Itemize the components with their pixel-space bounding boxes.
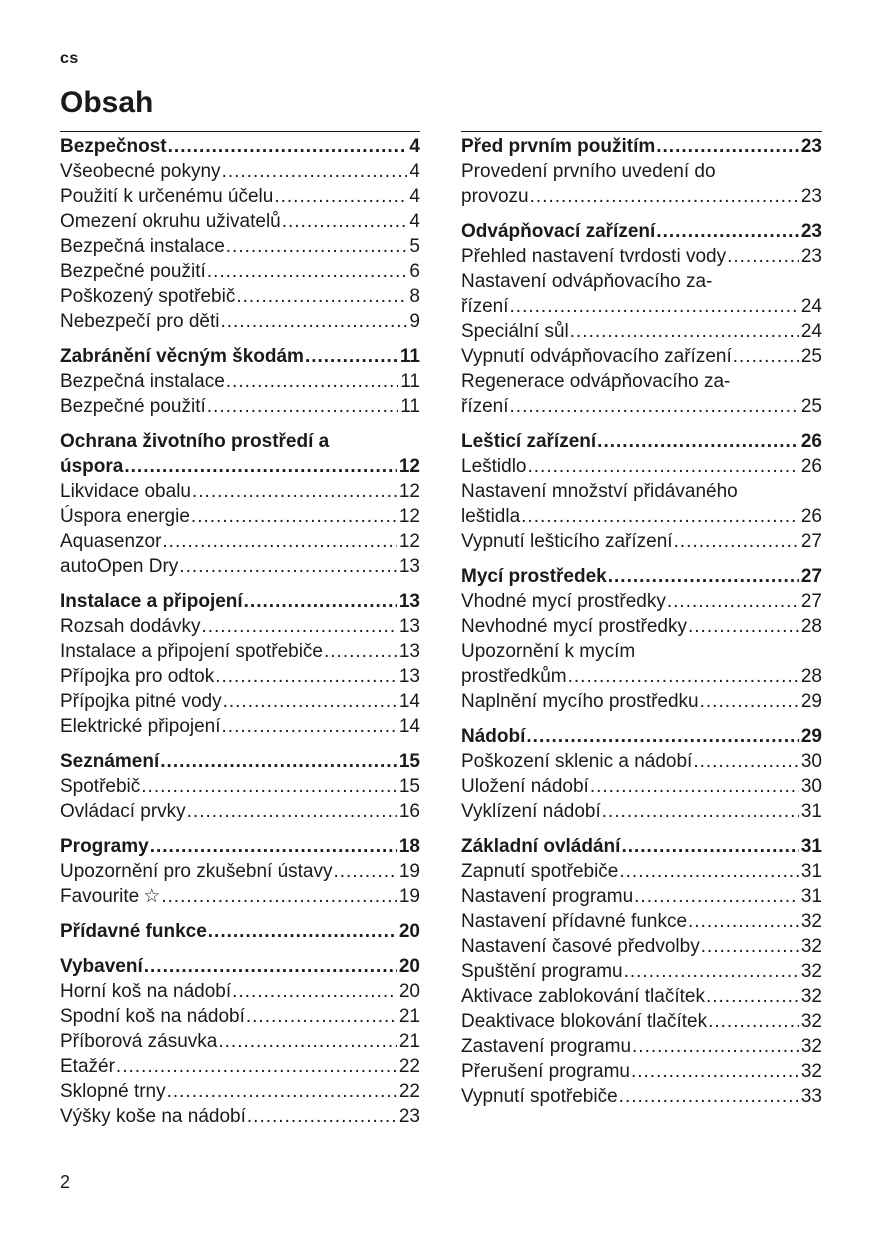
toc-section bbox=[60, 344, 420, 419]
toc-entry-label: Přípojka pitné vody bbox=[60, 691, 222, 712]
toc-page-number: 13 bbox=[398, 641, 420, 662]
toc-entry[interactable] bbox=[461, 934, 822, 959]
toc-entry-label: Příborová zásuvka bbox=[60, 1031, 218, 1052]
toc-section-heading[interactable] bbox=[60, 834, 420, 859]
toc-page-number: 21 bbox=[398, 1006, 420, 1027]
toc-entry-label: Ovládací prvky bbox=[60, 801, 186, 822]
toc-section-heading[interactable] bbox=[60, 749, 420, 774]
dot-leader bbox=[207, 259, 408, 284]
dot-leader bbox=[631, 1059, 799, 1084]
toc-entry[interactable] bbox=[60, 859, 420, 884]
dot-leader bbox=[568, 664, 799, 689]
dot-leader bbox=[215, 664, 397, 689]
dot-leader bbox=[236, 284, 407, 309]
dot-leader bbox=[222, 159, 408, 184]
toc-entry-label: Bezpečná instalace bbox=[60, 236, 225, 257]
toc-page-number: 27 bbox=[800, 566, 822, 587]
toc-page-number: 26 bbox=[800, 456, 822, 477]
toc-entry[interactable] bbox=[461, 369, 822, 419]
toc-page-number: 18 bbox=[398, 836, 420, 857]
dot-leader bbox=[597, 429, 799, 454]
toc-entry-label: Rozsah dodávky bbox=[60, 616, 201, 637]
toc-entry-label: Zastavení programu bbox=[461, 1036, 632, 1057]
toc-entry[interactable] bbox=[461, 589, 822, 614]
toc-entry[interactable] bbox=[461, 984, 822, 1009]
dot-leader bbox=[187, 799, 397, 824]
dot-leader bbox=[619, 859, 798, 884]
toc-entry-label: Uložení nádobí bbox=[461, 776, 589, 797]
toc-entry[interactable] bbox=[60, 184, 420, 209]
toc-page-number: 12 bbox=[398, 531, 420, 552]
toc-entry[interactable] bbox=[461, 1009, 822, 1034]
toc-entry[interactable] bbox=[461, 689, 822, 714]
toc-entry-label: Aktivace zablokování tlačítek bbox=[461, 986, 705, 1007]
toc-section-heading[interactable] bbox=[60, 589, 420, 614]
toc-entry-label: Vhodné mycí prostředky bbox=[461, 591, 666, 612]
toc-entry[interactable] bbox=[60, 504, 420, 529]
toc-page-number: 32 bbox=[800, 936, 822, 957]
toc-entry-label: Všeobecné pokyny bbox=[60, 161, 221, 182]
dot-leader bbox=[218, 1029, 397, 1054]
toc-section bbox=[60, 954, 420, 1129]
toc-entry[interactable] bbox=[60, 394, 420, 419]
toc-entry[interactable] bbox=[461, 909, 822, 934]
toc-entry-label: Přídavné funkce bbox=[60, 921, 207, 942]
dot-leader bbox=[621, 834, 798, 859]
toc-entry[interactable] bbox=[60, 309, 420, 334]
language-code: cs bbox=[60, 50, 79, 67]
toc-page-number: 16 bbox=[398, 801, 420, 822]
dot-leader bbox=[150, 834, 397, 859]
toc-page-number: 14 bbox=[398, 716, 420, 737]
toc-page-number: 31 bbox=[800, 801, 822, 822]
dot-leader bbox=[274, 184, 407, 209]
toc-entry-label: Elektrické připojení bbox=[60, 716, 221, 737]
toc-page-number: 23 bbox=[800, 186, 822, 207]
dot-leader bbox=[232, 979, 397, 1004]
toc-entry[interactable] bbox=[461, 269, 822, 319]
toc-entry-label-line: Ochrana životního prostředí a bbox=[60, 431, 330, 452]
toc-page-number: 20 bbox=[398, 921, 420, 942]
toc-entry[interactable] bbox=[461, 639, 822, 689]
toc-page-number: 23 bbox=[800, 246, 822, 267]
toc-page-number: 4 bbox=[409, 136, 420, 157]
toc-entry-label: úspora bbox=[60, 456, 124, 477]
dot-leader bbox=[590, 774, 799, 799]
toc-page-number: 26 bbox=[800, 431, 822, 452]
toc-entry[interactable] bbox=[461, 799, 822, 824]
toc-page-number: 31 bbox=[800, 861, 822, 882]
toc-entry-label: Programy bbox=[60, 836, 149, 857]
page-title: Obsah bbox=[60, 86, 154, 119]
toc-page-number: 8 bbox=[409, 286, 420, 307]
toc-entry[interactable] bbox=[461, 159, 822, 209]
dot-leader bbox=[192, 479, 397, 504]
toc-entry-label: Odvápňovací zařízení bbox=[461, 221, 656, 242]
toc-page-number: 32 bbox=[800, 961, 822, 982]
toc-entry[interactable] bbox=[461, 244, 822, 269]
toc-entry[interactable] bbox=[60, 479, 420, 504]
toc-entry[interactable] bbox=[60, 284, 420, 309]
toc-page-number: 11 bbox=[399, 346, 420, 367]
toc-entry[interactable] bbox=[60, 1079, 420, 1104]
toc-entry[interactable] bbox=[60, 259, 420, 284]
toc-section-heading[interactable] bbox=[461, 724, 822, 749]
toc-entry-label: Základní ovládání bbox=[461, 836, 621, 857]
toc-entry-label-line: Upozornění k mycím bbox=[461, 641, 636, 662]
toc-entry-label: Speciální sůl bbox=[461, 321, 569, 342]
dot-leader bbox=[708, 1009, 799, 1034]
toc-entry-label-line: Nastavení odvápňovacího za- bbox=[461, 271, 713, 292]
dot-leader bbox=[701, 934, 799, 959]
toc-section bbox=[60, 589, 420, 739]
toc-section bbox=[461, 134, 822, 209]
dot-leader bbox=[141, 774, 397, 799]
toc-page-number: 28 bbox=[800, 616, 822, 637]
toc-entry-label: provozu bbox=[461, 186, 529, 207]
toc-section-heading[interactable] bbox=[461, 429, 822, 454]
toc-entry-label: Zabránění věcným škodám bbox=[60, 346, 304, 367]
toc-entry-label: Upozornění pro zkušební ústavy bbox=[60, 861, 333, 882]
dot-leader bbox=[656, 134, 799, 159]
dot-leader bbox=[226, 369, 398, 394]
toc-page-number: 12 bbox=[398, 481, 420, 502]
toc-entry-label: Nastavení časové předvolby bbox=[461, 936, 700, 957]
dot-leader bbox=[733, 344, 799, 369]
toc-entry-label: Spotřebič bbox=[60, 776, 141, 797]
toc-page-number: 23 bbox=[800, 221, 822, 242]
toc-entry[interactable] bbox=[461, 1059, 822, 1084]
toc-page-number: 32 bbox=[800, 1061, 822, 1082]
toc-column-right bbox=[461, 131, 822, 1109]
toc-section-heading[interactable] bbox=[461, 834, 822, 859]
dot-leader bbox=[674, 529, 799, 554]
toc-page-number: 12 bbox=[398, 456, 420, 477]
toc-section-heading[interactable] bbox=[60, 954, 420, 979]
dot-leader bbox=[222, 714, 397, 739]
toc-entry-label: Leštidlo bbox=[461, 456, 527, 477]
dot-leader bbox=[632, 1034, 799, 1059]
toc-page-number: 4 bbox=[409, 211, 420, 232]
toc-entry-label: Omezení okruhu uživatelů bbox=[60, 211, 281, 232]
toc-section bbox=[60, 749, 420, 824]
toc-entry-label: Likvidace obalu bbox=[60, 481, 191, 502]
toc-page-number: 24 bbox=[800, 296, 822, 317]
dot-leader bbox=[162, 529, 396, 554]
toc-page-number: 15 bbox=[398, 776, 420, 797]
toc-page-number: 19 bbox=[398, 886, 420, 907]
toc-section bbox=[461, 219, 822, 419]
dot-leader bbox=[693, 749, 799, 774]
toc-entry-label: Bezpečná instalace bbox=[60, 371, 225, 392]
toc-entry[interactable] bbox=[60, 554, 420, 579]
toc-entry-label: Spuštění programu bbox=[461, 961, 623, 982]
dot-leader bbox=[510, 394, 799, 419]
toc-entry-label: Mycí prostředek bbox=[461, 566, 607, 587]
toc-entry-label: Úspora energie bbox=[60, 506, 190, 527]
toc-page-number: 29 bbox=[800, 691, 822, 712]
toc-page-number: 31 bbox=[800, 886, 822, 907]
toc-page-number: 23 bbox=[800, 136, 822, 157]
dot-leader bbox=[144, 954, 397, 979]
toc-page-number: 28 bbox=[800, 666, 822, 687]
toc-entry-label: Etažér bbox=[60, 1056, 115, 1077]
toc-entry-label: Přehled nastavení tvrdosti vody bbox=[461, 246, 727, 267]
dot-leader bbox=[247, 1104, 397, 1129]
toc-entry-label: Aquasenzor bbox=[60, 531, 162, 552]
toc-entry[interactable] bbox=[60, 159, 420, 184]
toc-entry[interactable] bbox=[60, 614, 420, 639]
toc-entry[interactable] bbox=[461, 774, 822, 799]
dot-leader bbox=[161, 884, 397, 909]
toc-entry-label: Nádobí bbox=[461, 726, 526, 747]
toc-entry-label: Seznámení bbox=[60, 751, 160, 772]
toc-section-heading[interactable] bbox=[60, 919, 420, 944]
toc-page-number: 13 bbox=[398, 591, 420, 612]
toc-entry-label: Deaktivace blokování tlačítek bbox=[461, 1011, 708, 1032]
toc-page-number: 4 bbox=[409, 186, 420, 207]
dot-leader bbox=[305, 344, 398, 369]
dot-leader bbox=[526, 724, 798, 749]
toc-section-heading[interactable] bbox=[461, 564, 822, 589]
toc-section bbox=[461, 834, 822, 1109]
toc-page-number: 20 bbox=[398, 956, 420, 977]
toc-entry-label: Vybavení bbox=[60, 956, 143, 977]
toc-page-number: 20 bbox=[398, 981, 420, 1002]
dot-leader bbox=[510, 294, 799, 319]
dot-leader bbox=[727, 244, 799, 269]
toc-entry[interactable] bbox=[60, 884, 420, 909]
toc-page-number: 26 bbox=[800, 506, 822, 527]
toc-entry[interactable] bbox=[461, 479, 822, 529]
toc-entry-label: Instalace a připojení bbox=[60, 591, 243, 612]
toc-entry-label: Spodní koš na nádobí bbox=[60, 1006, 245, 1027]
dot-leader bbox=[160, 749, 397, 774]
toc-entry-label: Před prvním použitím bbox=[461, 136, 656, 157]
toc-section-heading[interactable] bbox=[461, 219, 822, 244]
toc-entry[interactable] bbox=[461, 614, 822, 639]
toc-page-number: 29 bbox=[800, 726, 822, 747]
toc-section-heading[interactable] bbox=[461, 134, 822, 159]
toc-page-number: 13 bbox=[398, 616, 420, 637]
toc-section bbox=[461, 724, 822, 824]
toc-entry[interactable] bbox=[60, 234, 420, 259]
toc-entry-label: Výšky koše na nádobí bbox=[60, 1106, 246, 1127]
toc-entry-label: prostředkům bbox=[461, 666, 567, 687]
toc-page-number: 33 bbox=[800, 1086, 822, 1107]
toc-entry-label: Vypnutí spotřebiče bbox=[461, 1086, 618, 1107]
toc-entry-label: Nebezpečí pro děti bbox=[60, 311, 220, 332]
toc-page-number: 27 bbox=[800, 591, 822, 612]
toc-entry-label: autoOpen Dry bbox=[60, 556, 179, 577]
toc-entry[interactable] bbox=[60, 799, 420, 824]
toc-entry[interactable] bbox=[60, 209, 420, 234]
toc-page-number: 12 bbox=[398, 506, 420, 527]
star-icon: ☆ bbox=[143, 886, 161, 907]
toc-page-number: 13 bbox=[398, 556, 420, 577]
toc-section bbox=[461, 429, 822, 554]
toc-page-number: 9 bbox=[409, 311, 420, 332]
dot-leader bbox=[656, 219, 799, 244]
toc-section bbox=[60, 834, 420, 909]
toc-entry-label: Vypnutí lešticího zařízení bbox=[461, 531, 673, 552]
toc-entry[interactable] bbox=[461, 344, 822, 369]
toc-entry[interactable] bbox=[461, 749, 822, 774]
dot-leader bbox=[624, 959, 799, 984]
toc-entry-label: Zapnutí spotřebiče bbox=[461, 861, 619, 882]
toc-page-number: 27 bbox=[800, 531, 822, 552]
toc-entry-label: řízení bbox=[461, 396, 509, 417]
toc-entry[interactable] bbox=[461, 1084, 822, 1109]
dot-leader bbox=[221, 309, 408, 334]
toc-entry-label-line: Regenerace odvápňovacího za- bbox=[461, 371, 731, 392]
dot-leader bbox=[634, 884, 799, 909]
toc-entry[interactable] bbox=[60, 1029, 420, 1054]
toc-page-number: 32 bbox=[800, 1011, 822, 1032]
toc-page-number: 13 bbox=[398, 666, 420, 687]
toc-entry-label: leštidla bbox=[461, 506, 521, 527]
toc-page-number: 32 bbox=[800, 986, 822, 1007]
toc-entry-label: Horní koš na nádobí bbox=[60, 981, 232, 1002]
toc-page-number: 30 bbox=[800, 751, 822, 772]
dot-leader bbox=[201, 614, 396, 639]
toc-entry[interactable] bbox=[461, 319, 822, 344]
toc-entry-label: Naplnění mycího prostředku bbox=[461, 691, 699, 712]
dot-leader bbox=[223, 689, 397, 714]
toc-page-number: 21 bbox=[398, 1031, 420, 1052]
dot-leader bbox=[246, 1004, 397, 1029]
dot-leader bbox=[570, 319, 799, 344]
toc-page-number: 24 bbox=[800, 321, 822, 342]
dot-leader bbox=[207, 394, 399, 419]
toc-entry-label: Bezpečné použití bbox=[60, 396, 206, 417]
toc-entry[interactable] bbox=[60, 1104, 420, 1129]
toc-page-number: 4 bbox=[409, 161, 420, 182]
toc-entry-label: Favourite bbox=[60, 886, 140, 907]
toc-entry-label: Nastavení programu bbox=[461, 886, 634, 907]
dot-leader bbox=[244, 589, 397, 614]
toc-section bbox=[60, 134, 420, 334]
toc-entry[interactable] bbox=[461, 859, 822, 884]
toc-page-number: 23 bbox=[398, 1106, 420, 1127]
toc-entry-label: Použití k určenému účelu bbox=[60, 186, 274, 207]
toc-page-number: 25 bbox=[800, 396, 822, 417]
toc-section bbox=[60, 919, 420, 944]
toc-entry-label: Lešticí zařízení bbox=[461, 431, 597, 452]
toc-entry[interactable] bbox=[60, 774, 420, 799]
toc-entry[interactable] bbox=[461, 884, 822, 909]
dot-leader bbox=[208, 919, 397, 944]
toc-entry[interactable] bbox=[461, 959, 822, 984]
toc-entry[interactable] bbox=[60, 1054, 420, 1079]
toc-entry-label: Přerušení programu bbox=[461, 1061, 630, 1082]
toc-page-number: 15 bbox=[398, 751, 420, 772]
toc-entry[interactable] bbox=[60, 529, 420, 554]
dot-leader bbox=[334, 859, 397, 884]
dot-leader bbox=[282, 209, 408, 234]
toc-section-heading[interactable] bbox=[60, 134, 420, 159]
toc-page-number: 11 bbox=[400, 396, 420, 417]
toc-entry-label: Bezpečnost bbox=[60, 136, 167, 157]
toc-entry-label-line: Nastavení množství přidávaného bbox=[461, 481, 738, 502]
toc-page-number: 11 bbox=[400, 371, 420, 392]
toc-section bbox=[461, 564, 822, 714]
toc-entry[interactable] bbox=[60, 1004, 420, 1029]
toc-entry-label: Poškozený spotřebič bbox=[60, 286, 236, 307]
toc-entry-label: Sklopné trny bbox=[60, 1081, 166, 1102]
toc-entry-label: Nevhodné mycí prostředky bbox=[461, 616, 687, 637]
toc-entry[interactable] bbox=[60, 714, 420, 739]
toc-page-number: 32 bbox=[800, 1036, 822, 1057]
toc-entry[interactable] bbox=[461, 1034, 822, 1059]
dot-leader bbox=[168, 134, 408, 159]
page-number: 2 bbox=[60, 1172, 71, 1192]
dot-leader bbox=[124, 454, 397, 479]
dot-leader bbox=[528, 454, 799, 479]
toc-entry[interactable] bbox=[60, 664, 420, 689]
toc-entry-label: Přípojka pro odtok bbox=[60, 666, 215, 687]
dot-leader bbox=[706, 984, 799, 1009]
toc-section-heading[interactable] bbox=[60, 429, 420, 479]
dot-leader bbox=[324, 639, 397, 664]
dot-leader bbox=[688, 909, 799, 934]
toc-entry-label: Vypnutí odvápňovacího zařízení bbox=[461, 346, 732, 367]
toc-column-left bbox=[60, 131, 420, 1129]
toc-entry-label: Vyklízení nádobí bbox=[461, 801, 601, 822]
toc-entry-label: Nastavení přídavné funkce bbox=[461, 911, 688, 932]
toc-page-number: 30 bbox=[800, 776, 822, 797]
dot-leader bbox=[191, 504, 397, 529]
toc-page-number: 22 bbox=[398, 1081, 420, 1102]
dot-leader bbox=[619, 1084, 799, 1109]
dot-leader bbox=[179, 554, 397, 579]
toc-page-number: 25 bbox=[800, 346, 822, 367]
toc-section bbox=[60, 429, 420, 579]
toc-entry-label: Instalace a připojení spotřebiče bbox=[60, 641, 323, 662]
toc-entry[interactable] bbox=[60, 369, 420, 394]
dot-leader bbox=[530, 184, 799, 209]
toc-entry[interactable] bbox=[461, 454, 822, 479]
toc-entry-label-line: Provedení prvního uvedení do bbox=[461, 161, 716, 182]
toc-entry-label: řízení bbox=[461, 296, 509, 317]
dot-leader bbox=[608, 564, 799, 589]
dot-leader bbox=[602, 799, 799, 824]
toc-section-heading[interactable] bbox=[60, 344, 420, 369]
dot-leader bbox=[167, 1079, 397, 1104]
toc-entry-label: Poškození sklenic a nádobí bbox=[461, 751, 693, 772]
toc-page-number: 31 bbox=[800, 836, 822, 857]
toc-page-number: 19 bbox=[398, 861, 420, 882]
toc-page-number: 14 bbox=[398, 691, 420, 712]
dot-leader bbox=[700, 689, 799, 714]
toc-page-number: 6 bbox=[409, 261, 420, 282]
toc-entry[interactable] bbox=[60, 689, 420, 714]
toc-entry[interactable] bbox=[60, 639, 420, 664]
toc-entry-label: Bezpečné použití bbox=[60, 261, 206, 282]
toc-page-number: 32 bbox=[800, 911, 822, 932]
toc-entry[interactable] bbox=[461, 529, 822, 554]
dot-leader bbox=[667, 589, 799, 614]
dot-leader bbox=[688, 614, 799, 639]
toc-page-number: 22 bbox=[398, 1056, 420, 1077]
dot-leader bbox=[116, 1054, 397, 1079]
toc-entry[interactable] bbox=[60, 979, 420, 1004]
toc-page-number: 5 bbox=[409, 236, 420, 257]
dot-leader bbox=[521, 504, 799, 529]
dot-leader bbox=[226, 234, 408, 259]
